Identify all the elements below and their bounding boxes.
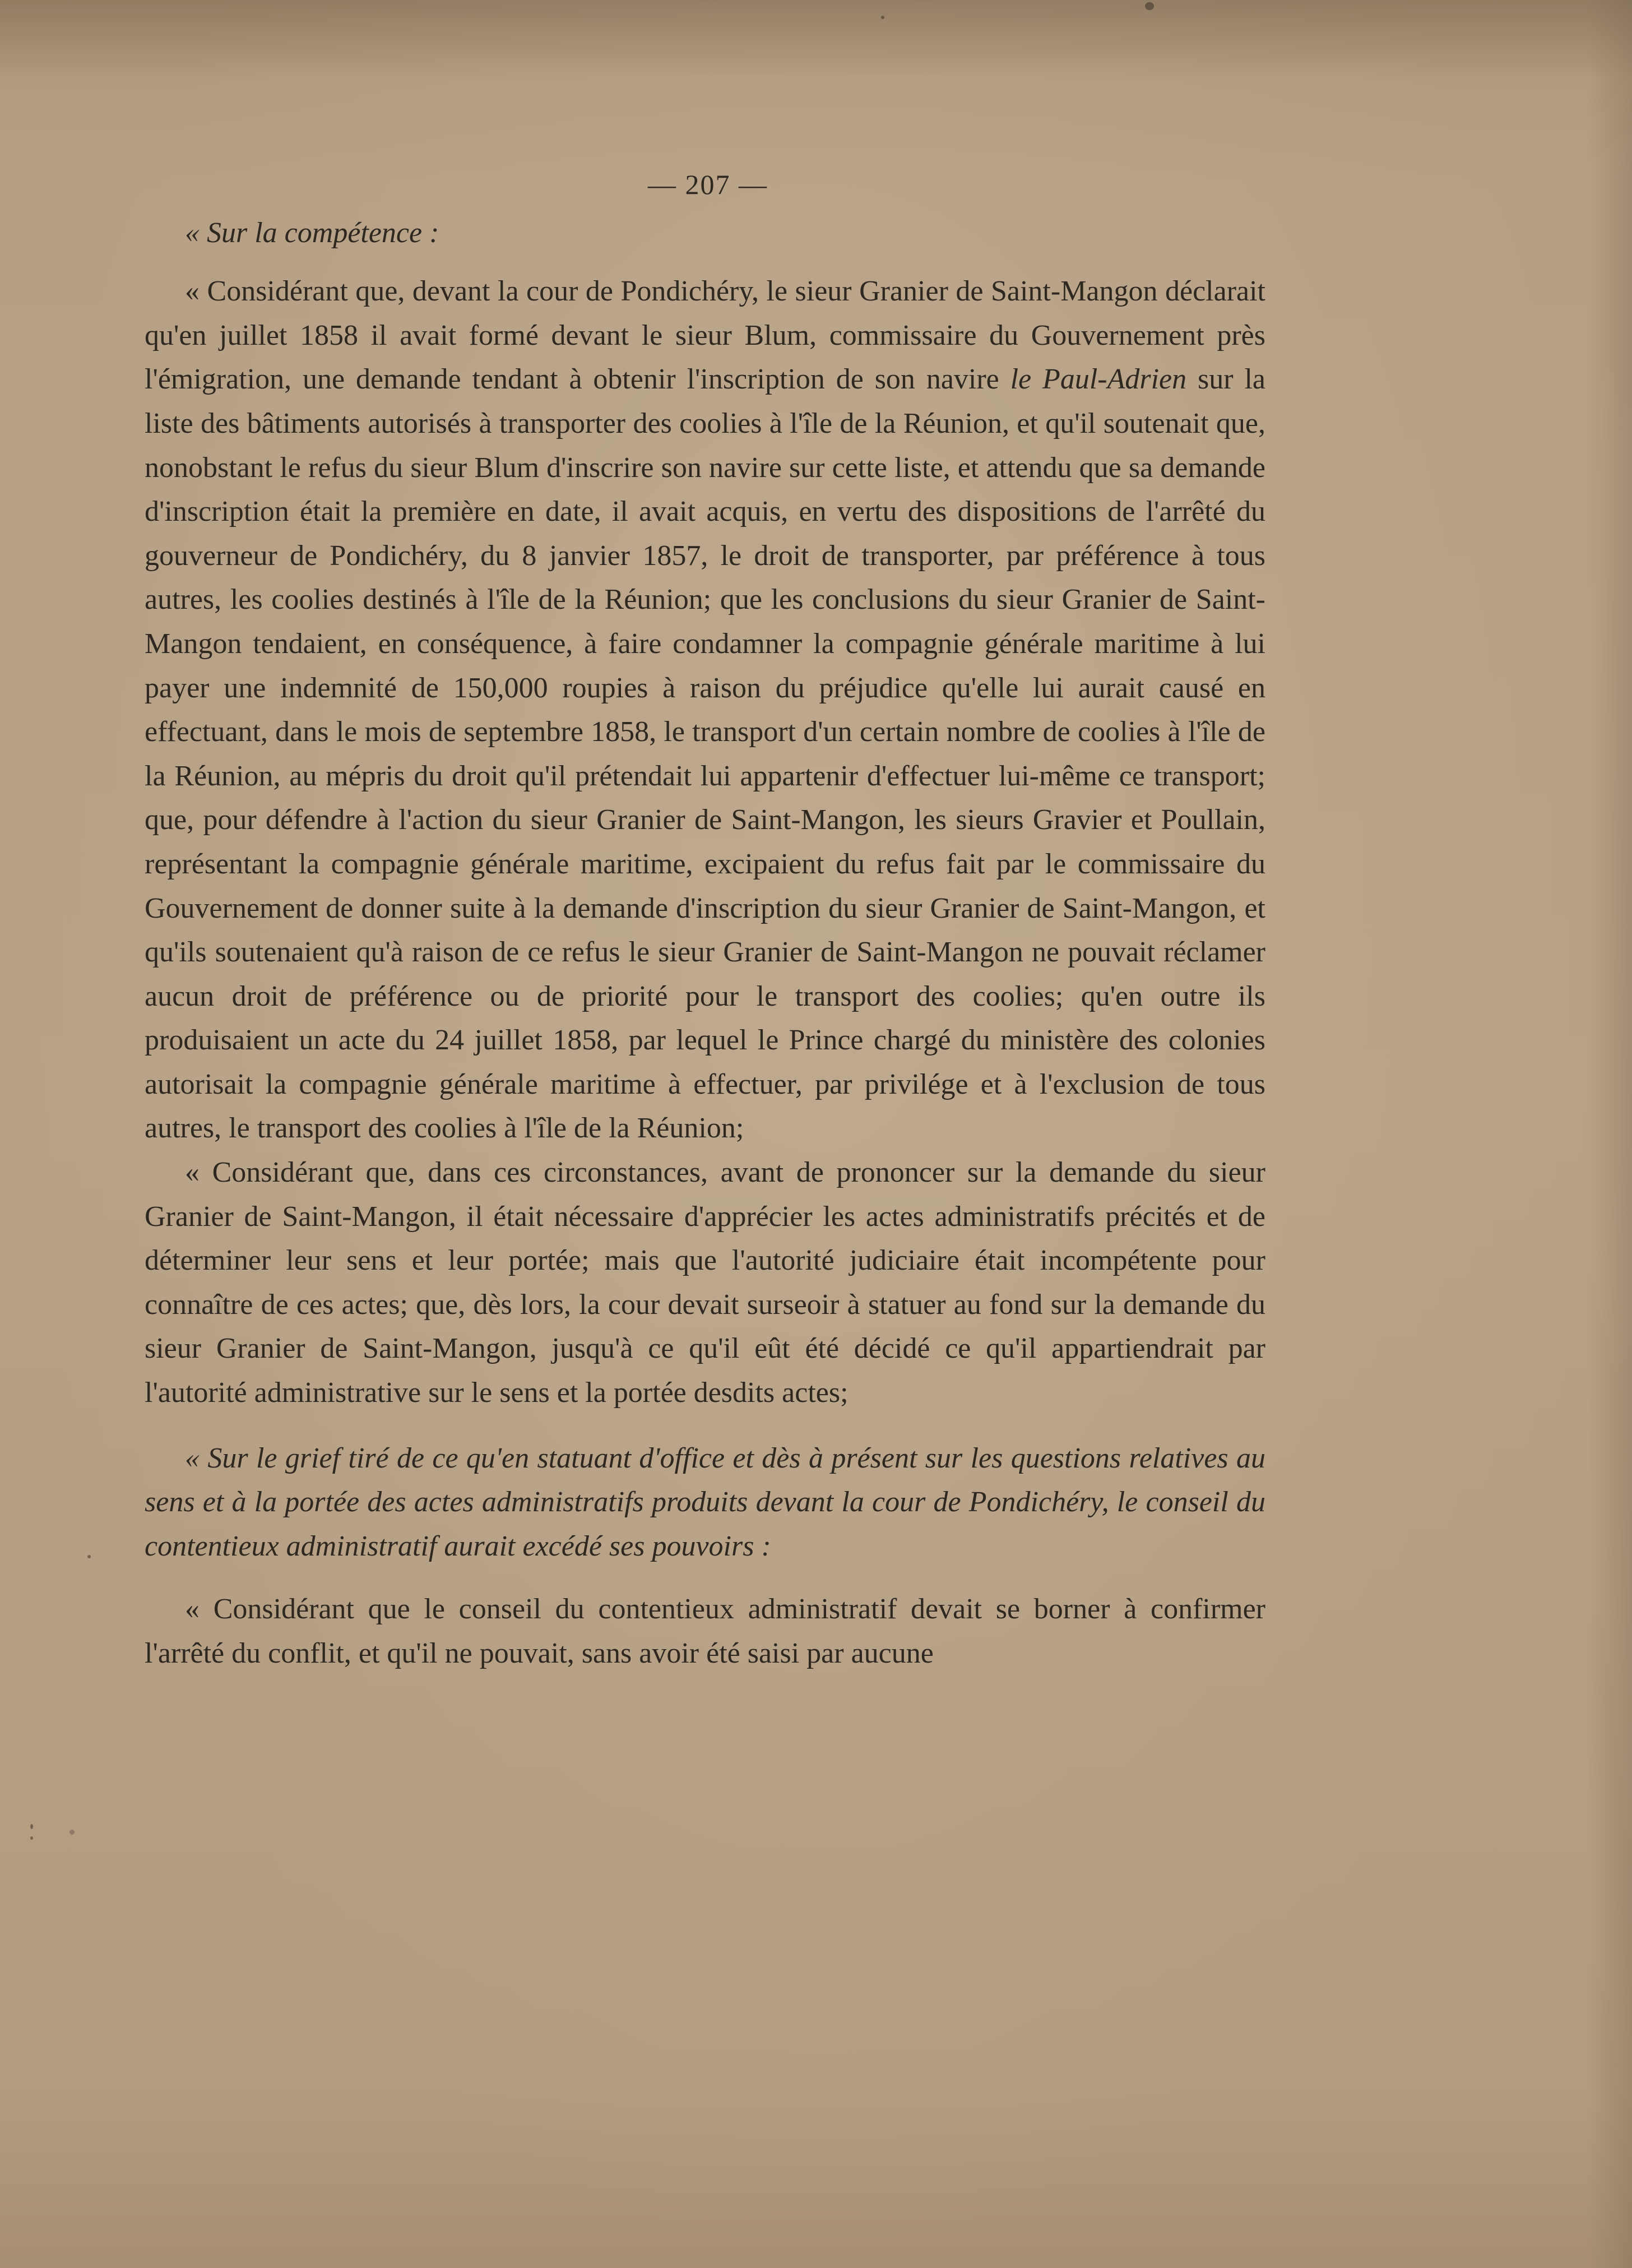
ink-speck xyxy=(87,1555,91,1558)
page-text xyxy=(145,163,1265,1676)
ink-speck xyxy=(30,1824,33,1829)
top-edge-shadow xyxy=(0,0,1632,78)
page-number: — 207 — xyxy=(648,169,768,200)
ink-speck xyxy=(69,1830,75,1835)
ink-speck xyxy=(1145,2,1154,10)
ship-name: le Paul-Adrien xyxy=(1010,363,1187,396)
right-edge-shadow xyxy=(1587,0,1632,2268)
ink-speck xyxy=(881,16,884,19)
paragraph-text: sur la liste des bâtiments autorisés à transporter des coolies à l'île de la Réunion, et qu'il soutenait que, nonobstant le refus du sieur Blum d'inscrire son navire sur cette liste, et attendu que sa demande d'inscription était la première en date, il avait acquis, en vertu des dispositions de l'arrêté du gouverneur de Pondichéry, du 8 janvier 1857, le droit de transporter, par préférence à tous autres, les coolies destinés à l'île de la Réunion; que les conclusions du sieur Granier de Saint-Mangon tendaient, en conséquence, à faire condamner la compagnie générale maritime à lui payer une indemnité de 150,000 roupies à raison du préjudice qu'elle lui aurait causé en effectuant, dans le mois de septembre 1858, le transport d'un certain nombre de coolies à l'île de la Réunion, au mépris du droit qu'il prétendait lui appartenir d'effectuer lui-même ce transport; que, pour défendre à l'action du sieur Granier de Saint-Mangon, les sieurs Gravier et Poullain, représentant la compagnie générale maritime, excipaient du refus fait par le commissaire du Gouvernement de donner suite à la demande d'inscription du sieur Granier de Saint-Mangon, et qu'ils soutenaient qu'à raison de ce refus le sieur Granier de Saint-Mangon ne pouvait réclamer aucun droit de préférence ou de priorité pour le transport des coolies; qu'en outre ils produisaient un acte du 24 juillet 1858, par lequel le Prince chargé du ministère des colonies autorisait la compagnie générale maritime à effectuer, par privilége et à l'exclusion de tous autres, le transport des coolies à l'île de la Réunion; xyxy=(145,363,1265,1145)
paragraph-text: « Considérant que, devant la cour de Pondichéry, le sieur Granier de Saint-Mangon déclarait qu'en juillet 1858 il avait formé devant le sieur Blum, commissaire du Gouvernement près l'émigration, une demande tendant à obtenir l'inscription de son navire xyxy=(145,275,1265,396)
section-heading-competence: « Sur la compétence : xyxy=(185,216,439,249)
paragraph-considerant-1 xyxy=(145,270,1265,1151)
paragraph-considerant-3: « Considérant que le conseil du contentieux administratif devait se borner à confirmer l'arrêté du conflit, et qu'il ne pouvait, sans avoir été saisi par aucune xyxy=(145,1593,1265,1669)
ink-speck xyxy=(30,1836,33,1840)
paragraph-considerant-2: « Considérant que, dans ces circonstances, avant de prononcer sur la demande du sieur Granier de Saint-Mangon, il était nécessaire d'apprécier les actes administratifs précités et de déterminer leur sens et leur portée; mais que l'autorité judiciaire était incompétente pour connaître de ces actes; que, dès lors, la cour devait surseoir à statuer au fond sur la demande du sieur Granier de Saint-Mangon, jusqu'à ce qu'il eût été décidé ce qu'il appartiendrait par l'autorité administrative sur le sens et la portée desdits actes; xyxy=(145,1156,1265,1409)
section-heading-grief: « Sur le grief tiré de ce qu'en statuant d'office et dès à présent sur les questions relatives au sens et à la portée des actes administratifs produits devant la cour de Pondichéry, le conseil du contentieux administratif aurait excédé ses pouvoirs : xyxy=(145,1442,1265,1562)
